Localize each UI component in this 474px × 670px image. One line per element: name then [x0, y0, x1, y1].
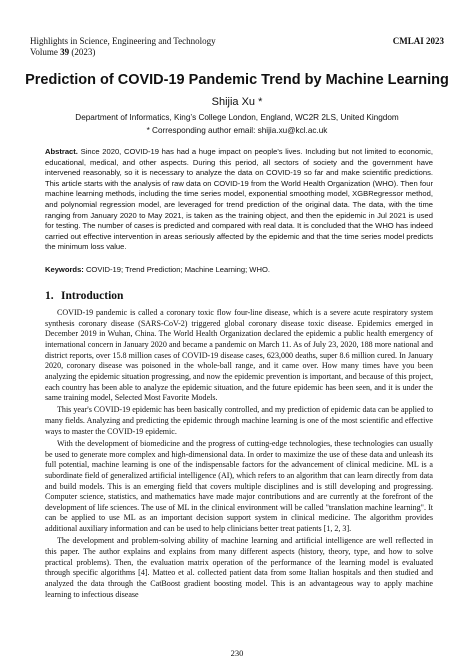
paragraph: COVID-19 pandemic is called a coronary toxic flow four-line disease, which is a severe acute respiratory system synthesis coronary disease (SARS-CoV-2) triggered global coronary disease toxic disease. Epidemics emerged in December 2019 in Wuhan, China. The World Health Organization declared the epidemic a public health emergency of international concern in January 2020 and became a pandemic on March 11. As of July 23, 2020, 188 more national and district reports, over 15.8 million cases of COVID-19 disease cases, 623,000 deaths, super 8.6 million cured. In January 2020, coronary disease was poisoned in the whole-ball range, and it came over. How many times have you been analyzing the epidemic situation progressing, and now the epidemic prevention is important, and because of this project, each country has been able to analyze the epidemic situation, and the future epidemic has been seen, and it is under the same training model, Selected Most Favorite Models.: [45, 308, 433, 403]
paper-title: Prediction of COVID-19 Pandemic Trend by Machine Learning: [25, 72, 449, 88]
conference-name: CMLAI 2023: [392, 36, 444, 46]
keywords-text: COVID-19; Trend Prediction; Machine Learning; WHO.: [85, 265, 270, 274]
volume-line: [30, 47, 444, 58]
running-header: [30, 36, 444, 58]
section-heading: [45, 290, 123, 302]
page-number: 230: [230, 648, 244, 658]
section-title: Introduction: [61, 290, 124, 302]
abstract-text: Since 2020, COVID-19 has had a huge impact on people's lives. Including but not limited to economic, educational, medical, and other aspects. During this period, all sectors of society and the government have intervened reasonably, so it is necessary to analyze the data on COVID-19 so far and make scientific predictions. This article starts with the analysis of raw data on COVID-19 from the World Health Organization (WHO). Then four machine learning methods, including the time series model, exponential smoothing model, XGBRegressor method, and polynomial regression model, are leveraged for trend prediction of the original data. The data, with the time ranging from January 2020 to May 2021, is taken as the training object, and then the epidemic in Jul 2021 is used for testing. The number of cases is predicted and compared with real data. It is concluded that the WHO has indeed carried out effective intervention in areas seriously affected by the epidemic and that the time series model predicts the minimum loss value.: [45, 147, 433, 252]
volume-label: Volume: [30, 47, 58, 57]
abstract: [45, 147, 433, 253]
paragraph: This year's COVID-19 epidemic has been basically controlled, and my prediction of epidemic data can be applied to many fields. Analyzing and predicting the epidemic through machine learning is one of the most scientific and effective ways to master the COVID-19 epidemic.: [45, 405, 433, 436]
section-number: 1.: [45, 290, 54, 302]
author-affiliation: Department of Informatics, King’s College London, England, WC2R 2LS, United Kingdom: [75, 113, 399, 122]
keywords: [45, 265, 433, 274]
keywords-label: Keywords:: [45, 265, 84, 274]
author-name: Shijia Xu *: [211, 96, 263, 108]
paragraph: The development and problem-solving ability of machine learning and artificial intelligence are well reflected in this paper. The author explains and explains from many different aspects (history, theory, type, and how to solve practical problems). Then, the evaluation matrix operation of the performance of the learning model is evaluated through specific algorithms [4]. Matteo et al. collected patient data from some Italian hospitals and then studied and analyzed the data through the CatBoost gradient boosting model. This is an advantageous way to apply machine learning to infectious disease: [45, 536, 433, 599]
volume-number: 39: [60, 47, 70, 57]
paragraph: With the development of biomedicine and the progress of cutting-edge technologies, these technologies can usually be used to generate more complex and high-dimensional data. In order to maximize the use of these data and unleash its full potential, machine learning is one of the indispensable factors for the advancement of clinical medicine. ML is a subordinate field of generalized artificial intelligence (AI), which refers to an algorithm that can learn directly from data and build models. This is an emerging field that covers multiple disciplines and is still developing and progressing. Computer science, statistics, and mathematics have made major contributions and are currently at the forefront of the development of life sciences. The use of ML in the clinical environment will be called "translation machine learning". It can be applied to use ML as an important decision support system in clinical medicine. The algorithm provides additional auxiliary information and can be used to help clinicians better treat patients [1, 2, 3].: [45, 438, 433, 534]
volume-year: (2023): [71, 47, 96, 57]
journal-name: Highlights in Science, Engineering and Technology: [30, 36, 216, 46]
body-text: [45, 308, 433, 602]
corresponding-author: * Corresponding author email: shijia.xu@kcl.ac.uk: [146, 126, 328, 135]
abstract-label: Abstract.: [45, 147, 78, 156]
